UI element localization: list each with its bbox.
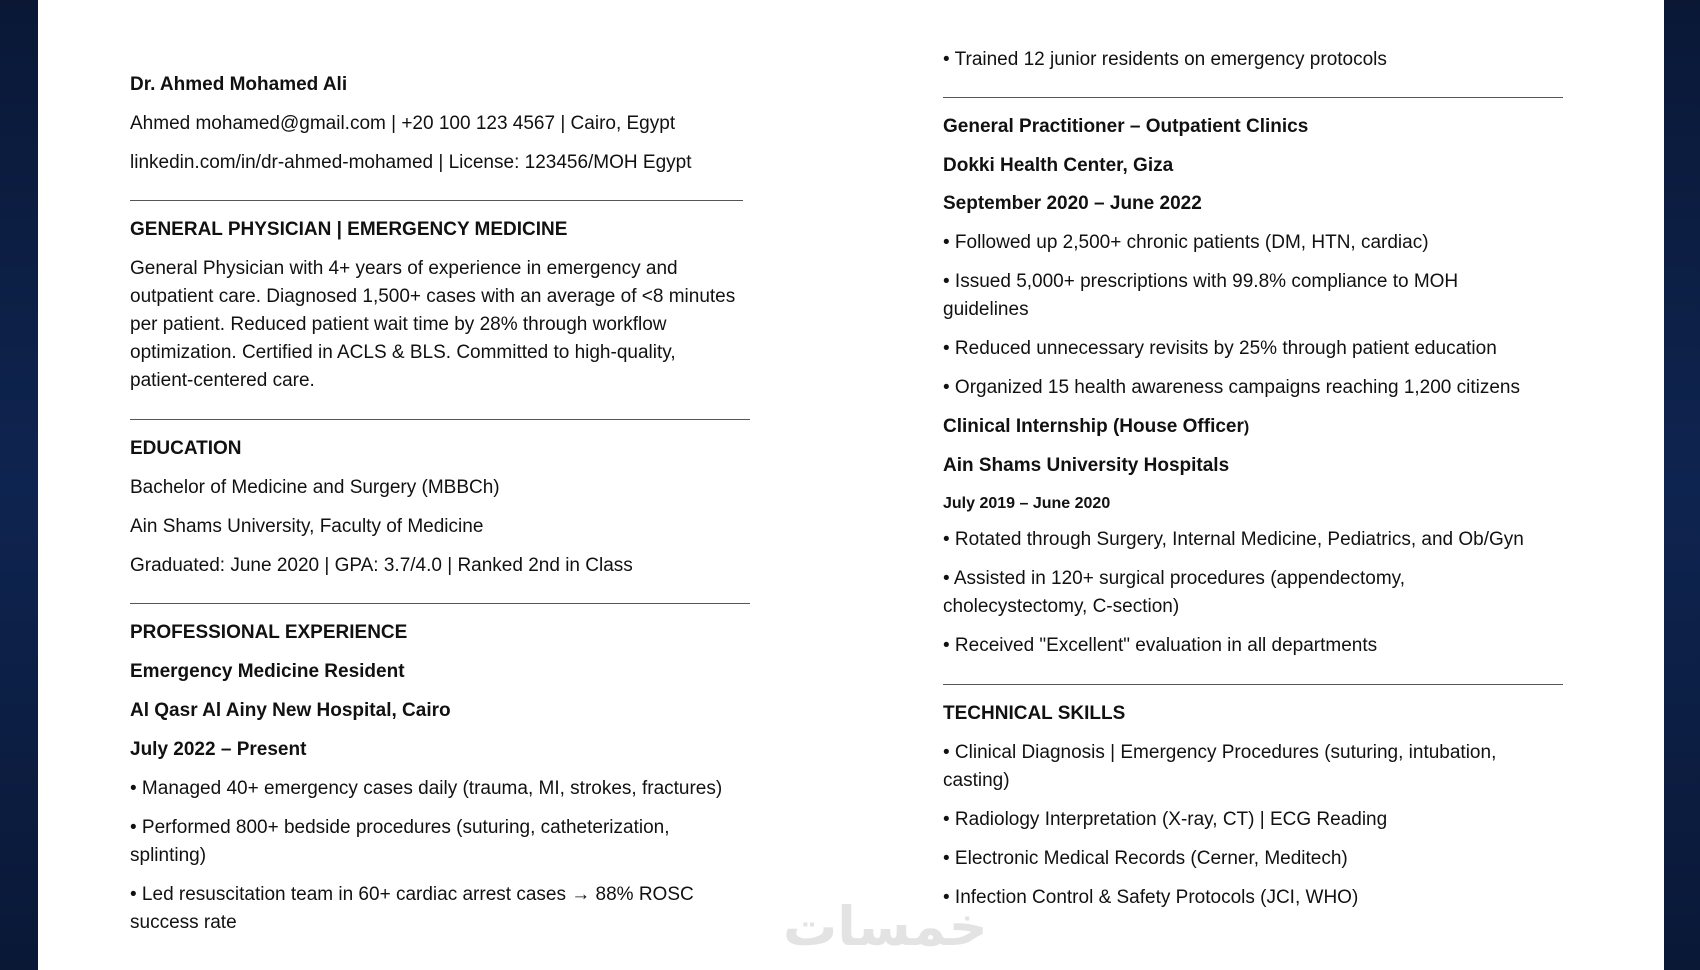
job-bullet: • Performed 800+ bedside procedures (suturing, catheterization, (130, 817, 670, 838)
divider (130, 200, 743, 201)
job-bullet: guidelines (943, 299, 1029, 320)
summary-line: per patient. Reduced patient wait time by 28% through workflow (130, 314, 667, 335)
job-role (943, 413, 1249, 442)
job-place: Ain Shams University Hospitals (943, 455, 1230, 476)
job-role-text: Clinical Internship (House Officer (943, 416, 1244, 437)
left-dark-frame (0, 0, 38, 970)
job-dates: September 2020 – June 2022 (943, 193, 1202, 214)
skill-item: • Clinical Diagnosis | Emergency Procedures (suturing, intubation, (943, 742, 1497, 763)
education-school: Ain Shams University, Faculty of Medicine (130, 516, 484, 537)
candidate-name: Dr. Ahmed Mohamed Ali (130, 74, 348, 95)
job-place: Al Qasr Al Ainy New Hospital, Cairo (130, 700, 451, 721)
job-bullet: • Rotated through Surgery, Internal Medicine, Pediatrics, and Ob/Gyn (943, 529, 1524, 550)
job-role: Emergency Medicine Resident (130, 661, 405, 682)
education-degree: Bachelor of Medicine and Surgery (MBBCh) (130, 477, 500, 498)
job-bullet: • Issued 5,000+ prescriptions with 99.8% compliance to MOH (943, 271, 1459, 292)
job-bullet: • Organized 15 health awareness campaigns reaching 1,200 citizens (943, 377, 1520, 398)
summary-line: patient-centered care. (130, 370, 315, 391)
job-bullet: • Managed 40+ emergency cases daily (trauma, MI, strokes, fractures) (130, 778, 723, 799)
job-bullet: • Received "Excellent" evaluation in all departments (943, 635, 1378, 656)
summary-line: optimization. Certified in ACLS & BLS. Committed to high-quality, (130, 342, 676, 363)
job-bullet: splinting) (130, 845, 207, 866)
job-role: General Practitioner – Outpatient Clinics (943, 116, 1309, 137)
resume-page (38, 0, 1664, 970)
job-dates: July 2019 – June 2020 (943, 495, 1111, 512)
job-bullet: • Trained 12 junior residents on emergency protocols (943, 49, 1387, 70)
education-details: Graduated: June 2020 | GPA: 3.7/4.0 | Ranked 2nd in Class (130, 555, 633, 576)
summary-title: GENERAL PHYSICIAN | EMERGENCY MEDICINE (130, 219, 568, 240)
summary-line: General Physician with 4+ years of experience in emergency and (130, 258, 678, 279)
job-bullet: • Reduced unnecessary revisits by 25% through patient education (943, 338, 1497, 359)
job-bullet: success rate (130, 912, 237, 933)
experience-title: PROFESSIONAL EXPERIENCE (130, 622, 408, 643)
job-bullet: cholecystectomy, C-section) (943, 596, 1180, 617)
skill-item: • Infection Control & Safety Protocols (JCI, WHO) (943, 887, 1359, 908)
right-dark-frame (1664, 0, 1700, 970)
divider (943, 684, 1563, 685)
contact-line: Ahmed mohamed@gmail.com | +20 100 123 4567 | Cairo, Egypt (130, 113, 676, 134)
job-place: Dokki Health Center, Giza (943, 155, 1174, 176)
watermark-logo: خمسات (783, 895, 988, 958)
job-dates: July 2022 – Present (130, 739, 307, 760)
summary-line: outpatient care. Diagnosed 1,500+ cases with an average of <8 minutes (130, 286, 736, 307)
skill-item: • Radiology Interpretation (X-ray, CT) | ECG Reading (943, 809, 1388, 830)
divider (943, 97, 1563, 98)
divider (130, 419, 750, 420)
job-bullet: • Led resuscitation team in 60+ cardiac arrest cases → 88% ROSC (130, 884, 694, 905)
skills-title: TECHNICAL SKILLS (943, 703, 1126, 724)
divider (130, 603, 750, 604)
job-bullet: • Assisted in 120+ surgical procedures (appendectomy, (943, 568, 1406, 589)
links-line: linkedin.com/in/dr-ahmed-mohamed | License: 123456/MOH Egypt (130, 152, 692, 173)
skill-item: casting) (943, 770, 1010, 791)
job-bullet: • Followed up 2,500+ chronic patients (DM, HTN, cardiac) (943, 232, 1429, 253)
job-role-paren: ) (1243, 419, 1250, 436)
skill-item: • Electronic Medical Records (Cerner, Meditech) (943, 848, 1348, 869)
education-title: EDUCATION (130, 438, 242, 459)
